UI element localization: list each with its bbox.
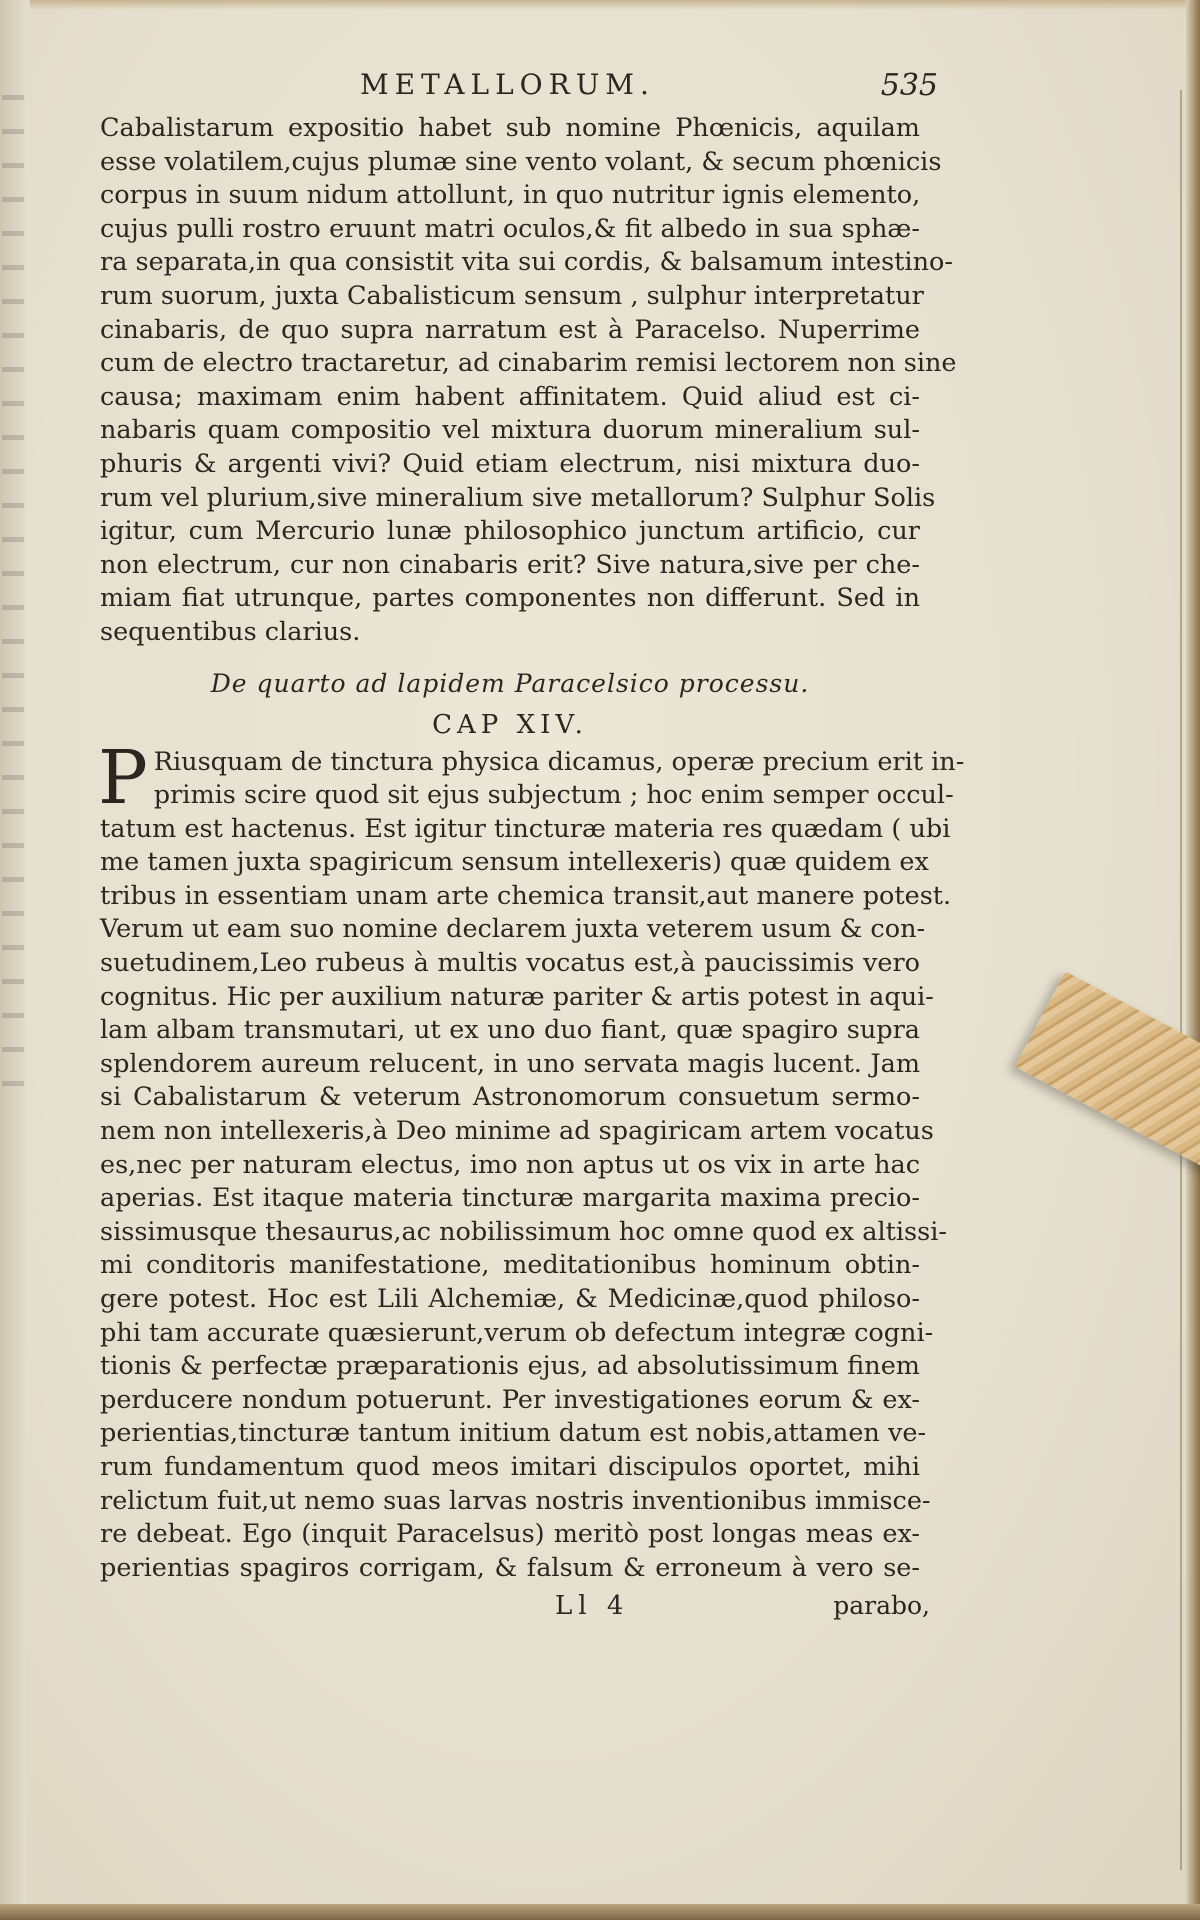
text-line: tionis & perfectæ præparationis ejus, ad absolutissimum finem [100, 1351, 920, 1382]
text-line: Verum ut eam suo nomine declarem juxta veterem usum & con- [100, 914, 926, 945]
text-line: cum de electro tractaretur, ad cinabarim remisi lectorem non sine [100, 348, 957, 379]
page-bottom-edge [0, 1904, 1200, 1920]
text-line: non electrum, cur non cinabaris erit? Sive natura,sive per che- [100, 549, 920, 580]
text-line: cinabaris, de quo supra narratum est à Paracelso. Nuperrime [100, 314, 920, 345]
text-line: re debeat. Ego (inquit Paracelsus) meritò post longas meas ex- [100, 1519, 920, 1550]
page-gutter [0, 0, 26, 1920]
text-block [98, 62, 965, 1629]
text-line: causa; maximam enim habent affinitatem. Quid aliud est ci- [100, 381, 920, 412]
text-line: nabaris quam compositio vel mixtura duorum mineralium sul- [100, 415, 920, 446]
text-line: splendorem aureum relucent, in uno servata magis lucent. Jam [100, 1048, 920, 1079]
drop-cap: P [98, 734, 148, 821]
page-fold-line [1180, 90, 1182, 1870]
text-line: sequentibus clarius. [100, 616, 361, 647]
text-line: phi tam accurate quæsierunt,verum ob defectum integræ cogni- [100, 1317, 934, 1348]
page-top-edge [30, 0, 1200, 10]
text-line: ra separata,in qua consistit vita sui cordis, & balsamum intestino- [100, 247, 953, 278]
text-line: mi conditoris manifestatione, meditationibus hominum obtin- [100, 1250, 920, 1281]
text-line: primis scire quod sit ejus subjectum ; hoc enim semper occul- [153, 780, 954, 811]
text-line: sissimusque thesaurus,ac nobilissimum hoc omne quod ex altissi- [100, 1216, 947, 1247]
text-line: tatum est hactenus. Est igitur tincturæ materia res quædam ( ubi [100, 813, 951, 844]
catchword: parabo, [833, 1591, 930, 1621]
text-line: igitur, cum Mercurio lunæ philosophico junctum artificio, cur [100, 516, 920, 547]
text-line: gere potest. Hoc est Lili Alchemiæ, & Medicinæ,quod philoso- [100, 1284, 920, 1314]
text-line: me tamen juxta spagiricum sensum intellexeris) quæ quidem ex [100, 847, 929, 878]
paragraph-bottom [100, 813, 952, 1586]
text-line: tribus in essentiam unam arte chemica transit,aut manere potest. [100, 880, 952, 911]
text-line: rum suorum, juxta Cabalisticum sensum , sulphur interpretatur [100, 280, 924, 311]
text-line: rum fundamentum quod meos imitari discipulos oportet, mihi [100, 1451, 920, 1482]
paragraph-top [100, 112, 957, 650]
text-line: esse volatilem,cujus plumæ sine vento volant, & secum phœnicis [100, 146, 942, 177]
wooden-bookmark [1015, 971, 1200, 1174]
text-line: cujus pulli rostro eruunt matri oculos,& fit albedo in sua sphæ- [100, 213, 920, 244]
text-line: miam fiat utrunque, partes componentes non differunt. Sed in [100, 583, 920, 614]
signature-mark: Ll 4 [555, 1591, 630, 1622]
running-head [100, 62, 938, 112]
text-line: lam albam transmutari, ut ex uno duo fiant, quæ spagiro supra [100, 1015, 920, 1046]
text-line: perientias spagiros corrigam, & falsum & erroneum à vero se- [100, 1552, 920, 1583]
text-line: rum vel plurium,sive mineralium sive metallorum? Sulphur Solis [100, 482, 936, 513]
text-line: es,nec per naturam electus, imo non aptus ut os vix in arte hac [100, 1149, 920, 1180]
paragraph-chapter [98, 734, 965, 1586]
text-line: Riusquam de tinctura physica dicamus, operæ precium erit in- [153, 746, 965, 777]
facing-page-bleed [2, 95, 24, 1095]
text-line: perducere nondum potuerunt. Per investigationes eorum & ex- [100, 1384, 920, 1415]
page-right-edge [1186, 0, 1200, 1920]
text-line: corpus in suum nidum attollunt, in quo nutritur ignis elemento, [100, 180, 921, 211]
text-line: relictum fuit,ut nemo suas larvas nostris inventionibus immisce- [100, 1485, 931, 1516]
text-line: aperias. Est itaque materia tincturæ margarita maxima precio- [100, 1183, 920, 1214]
page-number: 535 [880, 68, 938, 103]
text-line: Cabalistarum expositio habet sub nomine Phœnicis, aquilam [100, 113, 920, 143]
text-line: phuris & argenti vivi? Quid etiam electrum, nisi mixtura duo- [100, 448, 920, 479]
section-heading: De quarto ad lapidem Paracelsico processu. [210, 668, 810, 698]
running-title: METALLORUM. [360, 68, 655, 101]
text-line: perientias,tincturæ tantum initium datum est nobis,attamen ve- [100, 1418, 927, 1449]
chapter-heading: CAP XIV. [432, 709, 588, 740]
page-footer [100, 1589, 930, 1629]
text-line: cognitus. Hic per auxilium naturæ pariter & artis potest in aqui- [100, 981, 934, 1012]
dropcap-lines [98, 734, 965, 821]
text-line: nem non intellexeris,à Deo minime ad spagiricam artem vocatus [100, 1116, 934, 1147]
text-line: si Cabalistarum & veterum Astronomorum consuetum sermo- [100, 1082, 920, 1113]
text-line: suetudinem,Leo rubeus à multis vocatus est,à paucissimis vero [100, 948, 920, 979]
